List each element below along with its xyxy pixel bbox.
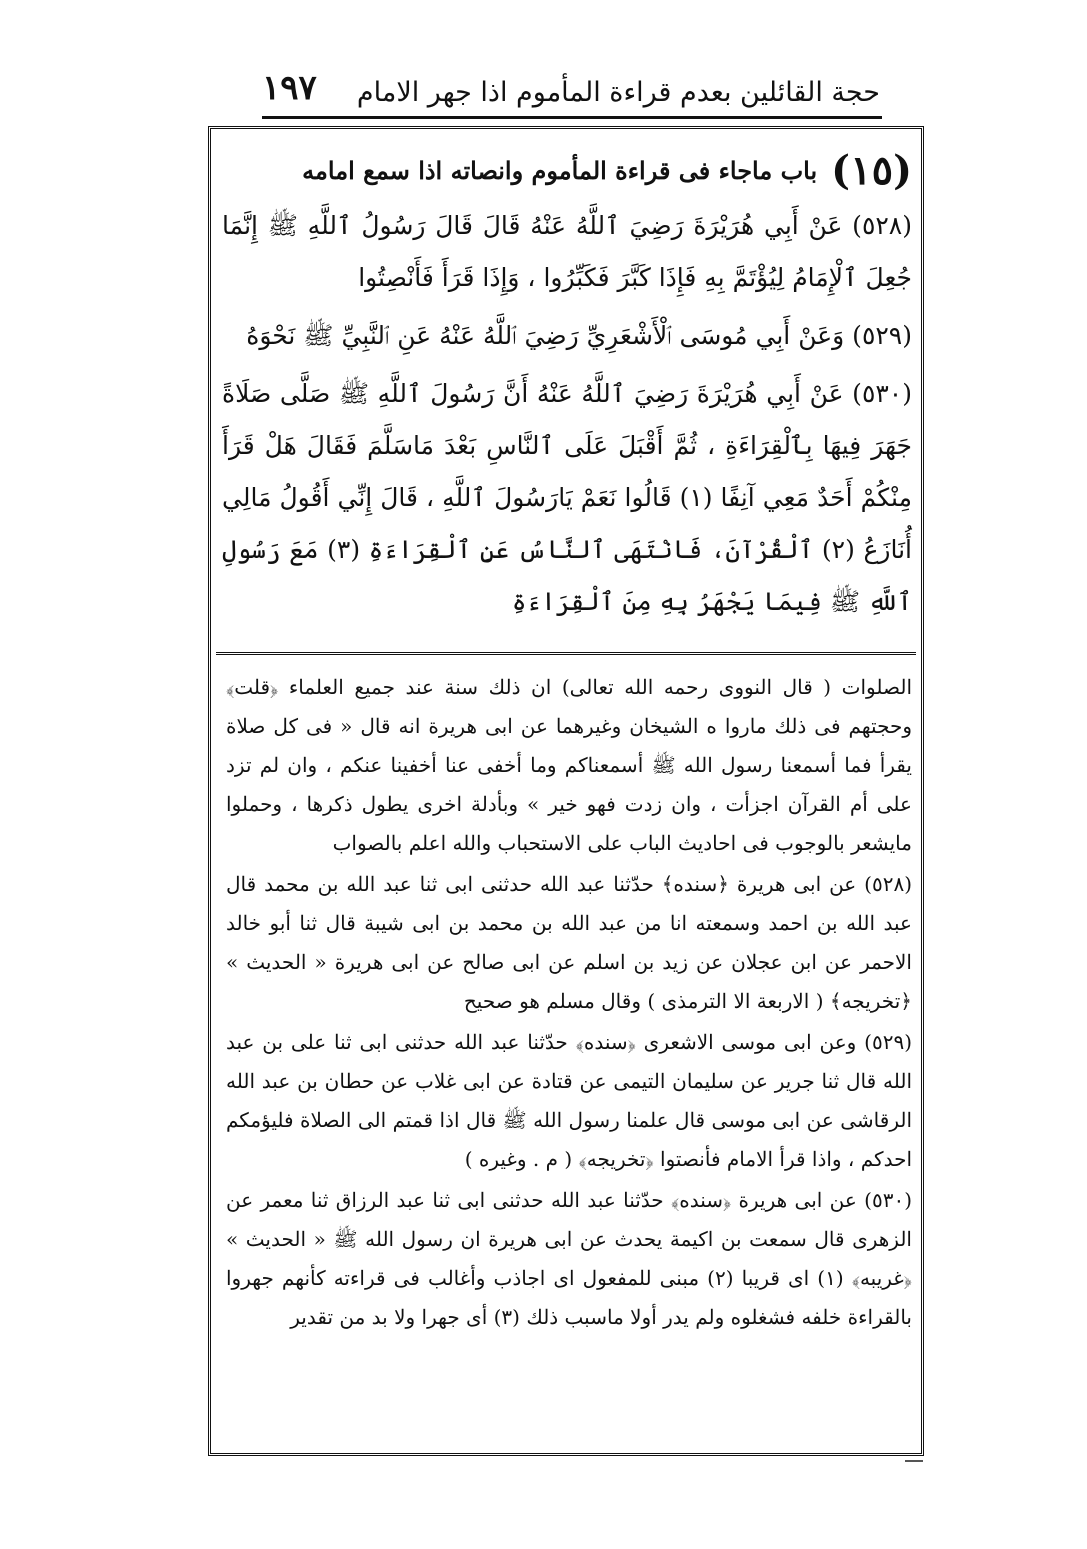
scan-mark: [905, 1460, 923, 1462]
commentary-530: (٥٣٠) عن ابى هريرة ﴿سنده﴾ حدّثنا عبد الله حدثنى ابى ثنا عبد الرزاق ثنا معمر عن الزهرى قال سمعت بن اكيمة يحدث عن ابى هريرة ان رسول الله ﷺ « الحديث » ﴿غريبه﴾ (١) اى قريبا (٢) مبنى للمفعول اى اجاذب وأغالب فى قراءته كأنهم جهروا بالقراءة خلفه فشغلوه ولم يدر أولا ماسبب ذلك (٣) أى جهرا ولا بد من تقدير: [226, 1188, 912, 1329]
header-rule: [262, 116, 882, 119]
commentary: [226, 668, 912, 1448]
hadith-528: (٥٢٨) عَنْ أَبِي هُرَيْرَةَ رَضِيَ ٱللَّهُ عَنْهُ قَالَ قَالَ رَسُولُ ٱللَّهِ ﷺ إِنَّمَا جُعِلَ ٱلْإِمَامُ لِيُؤْتَمَّ بِهِ فَإِذَا كَبَّرَ فَكَبِّرُوا ، وَإِذَا قَرَأَ فَأَنْصِتُوا: [222, 211, 912, 292]
page-number: ١٩٧: [262, 68, 317, 108]
commentary-529: (٥٢٩) وعن ابى موسى الاشعرى ﴿سنده﴾ حدّثنا عبد الله حدثنى ابى ثنا على بن عبد الله قال ثنا جرير عن سليمان التيمى عن قتادة عن ابى غلاب عن حطان بن عبد الله الرقاشى عن ابى موسى قال علمنا رسول الله ﷺ قال اذا قمتم الى الصلاة فليؤمكم احدكم ، واذا قرأ الامام فأنصتوا ﴿تخريجه﴾ ( م . وغيره ): [226, 1030, 913, 1171]
hadith-529: (٥٢٩) وَعَنْ أَبِي مُوسَى ٱلْأَشْعَرِيِّ رَضِيَ ٱللَّهُ عَنْهُ عَنِ ٱلنَّبِيِّ ﷺ نَحْوَهُ: [246, 321, 912, 350]
hadith-530: (٥٣٠) عَنْ أَبِي هُرَيْرَةَ رَضِيَ ٱللَّهُ عَنْهُ أَنَّ رَسُولَ ٱللَّهِ ﷺ صَلَّى صَلَاةً جَهَرَ فِيهَا بِٱلْقِرَاءَةِ ، ثُمَّ أَقْبَلَ عَلَى ٱلنَّاسِ بَعْدَ مَاسَلَّمَ فَقَالَ هَلْ قَرَأَ مِنْكُمْ أَحَدٌ مَعِي آنِفًا (١) قَالُوا نَعَمْ يَارَسُولَ ٱللَّهِ ، قَالَ إِنِّي أَقُولُ مَالِي أُنَازَعُ (٢) ٱلْقُرْآنَ، فَانْتَهَى ٱلنَّاسُ عَنِ ٱلْقِرَاءَةِ (٣) مَعَ رَسُولِ ٱللَّهِ ﷺ فِيمَا يَجْهَرُ بِهِ مِنَ ٱلْقِرَاءَةِ: [222, 379, 912, 616]
page-header: [262, 68, 880, 108]
footnote-divider: [216, 652, 916, 655]
chapter-title: باب ماجاء فى قراءة المأموم وانصاته اذا سمع امامه: [302, 155, 818, 185]
main-text: [222, 140, 912, 640]
commentary-intro: الصلوات ( قال النووى رحمه الله تعالى) ان ذلك سنة عند جميع العلماء ﴿قلت﴾ وحجتهم فى ذلك ماروا ه الشيخان وغيرهما عن ابى هريرة انه قال « فى كل صلاة يقرأ فما أسمعنا رسول الله ﷺ أسمعناكم وما أخفى عنا أخفينا عنكم ، وان لم تزد على أم القرآن اجزأت ، وان زدت فهو خير » وبأدلة اخرى يطول ذكرها ، وحملوا مايشعر بالوجوب فى احاديث الباب على الاستحباب والله اعلم بالصواب: [226, 675, 913, 855]
chapter-number: (١٥): [831, 146, 912, 194]
commentary-528: (٥٢٨) عن ابى هريرة ﴿سنده﴾ حدّثنا عبد الله حدثنى ابى ثنا عبد الله بن محمد قال عبد الله بن احمد وسمعته انا من عبد الله بن محمد بن ابى شيبة قال ثنا أبو خالد الاحمر عن ابن عجلان عن زيد بن اسلم عن ابى صالح عن ابى هريرة « الحديث » ﴿تخريجه﴾ ( الاربعة الا الترمذى ) وقال مسلم هو صحيح: [226, 872, 912, 1013]
running-title: حجة القائلين بعدم قراءة المأموم اذا جهر الامام: [356, 77, 880, 108]
chapter-heading: [222, 140, 912, 200]
